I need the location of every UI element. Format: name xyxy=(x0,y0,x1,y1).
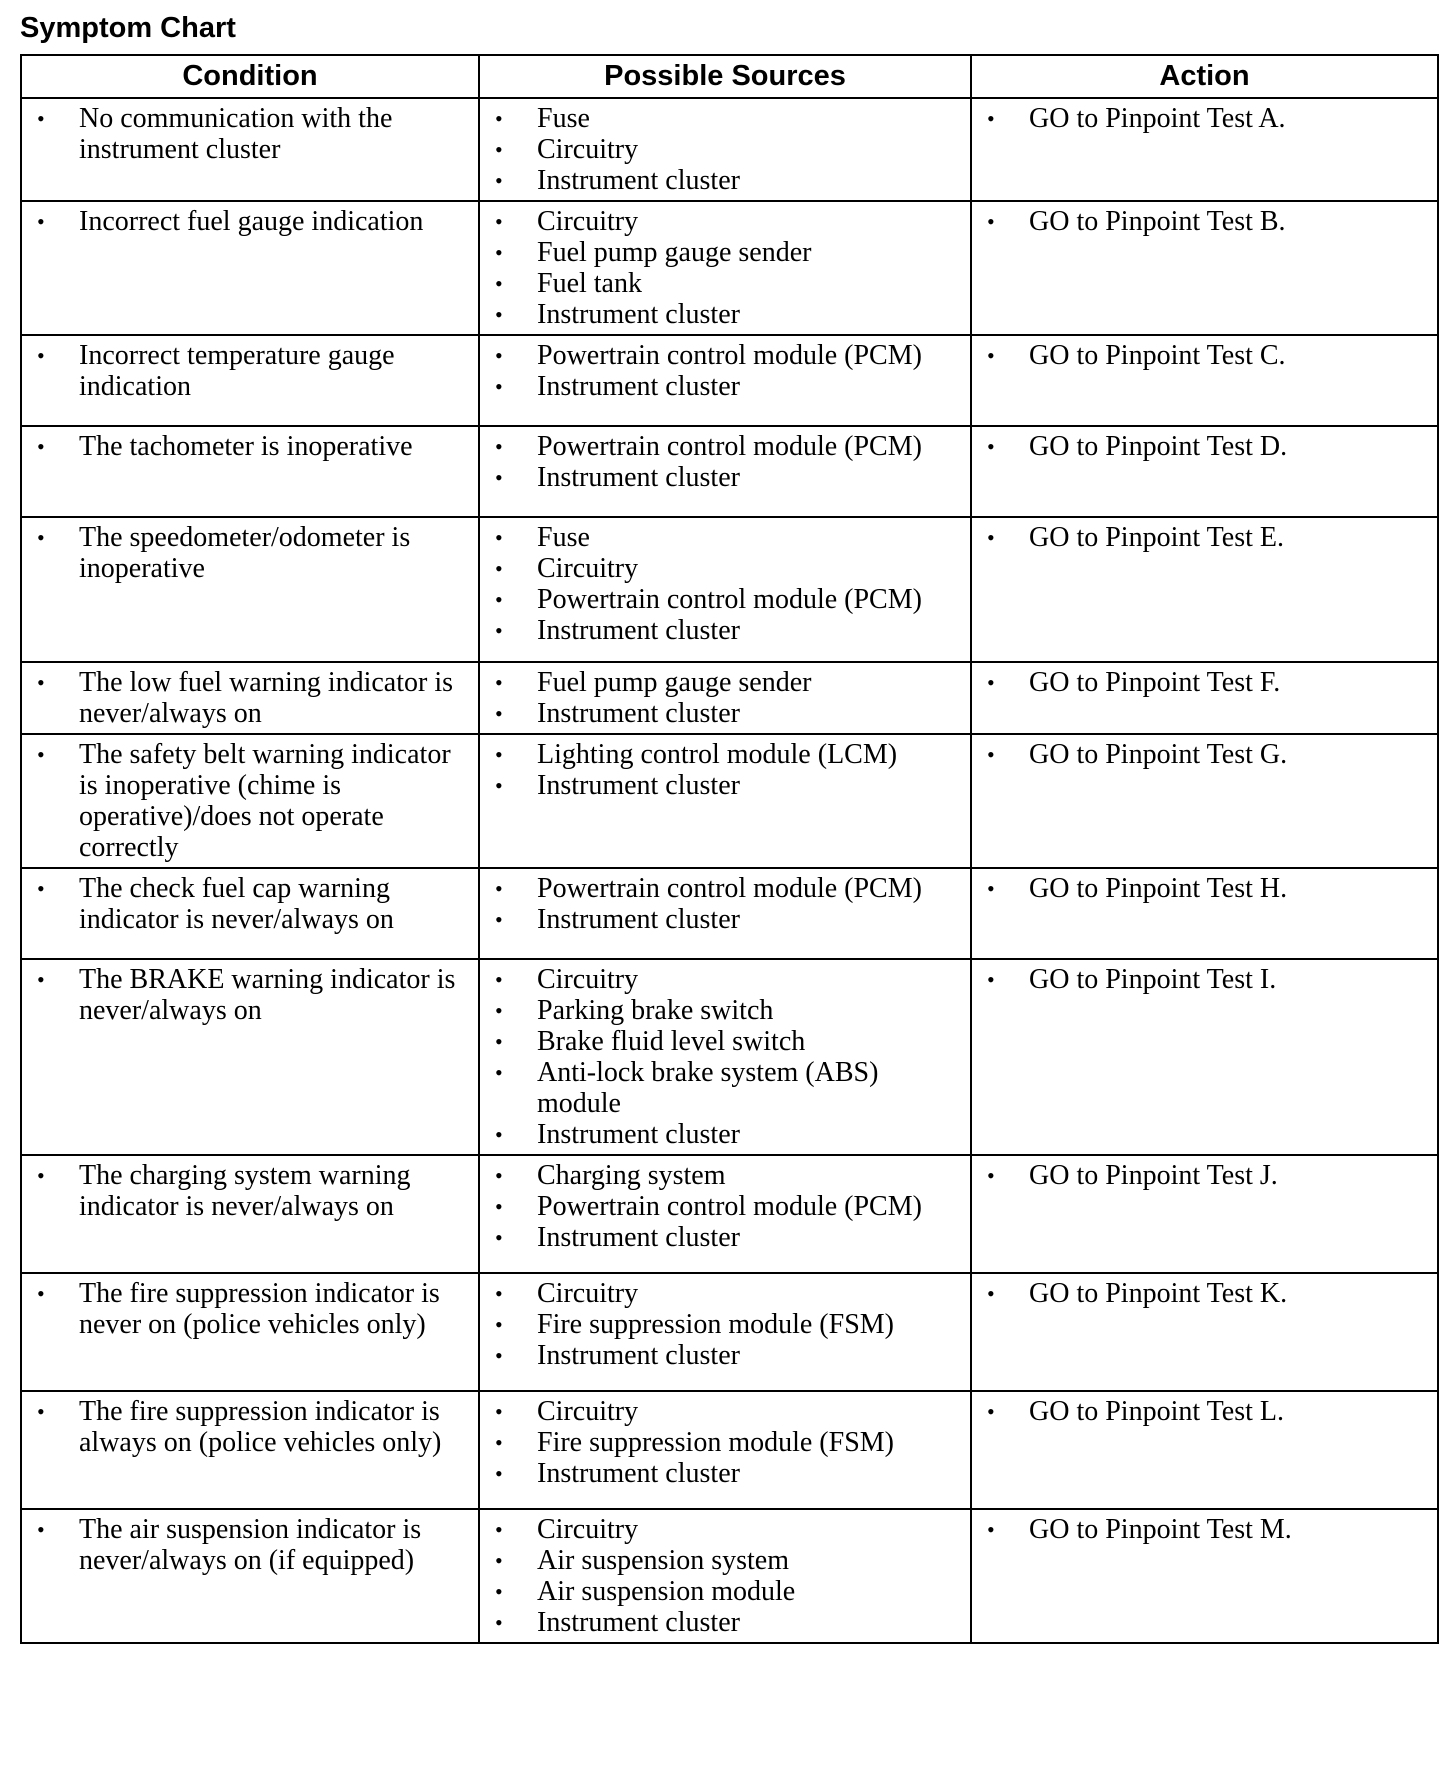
possible-sources-list xyxy=(490,1160,960,1253)
possible-sources-list xyxy=(490,206,960,330)
table-row xyxy=(21,335,1438,426)
possible-source-item: • Circuitry xyxy=(490,206,960,237)
condition-text: • The BRAKE warning indicator is never/always on xyxy=(32,964,468,1026)
possible-source-item: • Air suspension module xyxy=(490,1576,960,1607)
action-cell xyxy=(971,1273,1438,1391)
action-list xyxy=(982,739,1427,770)
condition-cell xyxy=(21,517,479,662)
condition-list xyxy=(32,873,468,935)
condition-cell xyxy=(21,1155,479,1273)
possible-sources-cell xyxy=(479,734,971,868)
action-list xyxy=(982,340,1427,371)
condition-list xyxy=(32,1160,468,1222)
possible-sources-cell xyxy=(479,868,971,959)
possible-sources-list xyxy=(490,431,960,493)
possible-source-item: • Instrument cluster xyxy=(490,1340,960,1371)
possible-source-item: • Charging system xyxy=(490,1160,960,1191)
action-text: • GO to Pinpoint Test G. xyxy=(982,739,1427,770)
condition-list xyxy=(32,103,468,165)
page-title: Symptom Chart xyxy=(20,12,236,44)
action-list xyxy=(982,206,1427,237)
possible-source-item: • Instrument cluster xyxy=(490,904,960,935)
action-list xyxy=(982,1396,1427,1427)
possible-sources-cell xyxy=(479,662,971,734)
condition-text: • No communication with the instrument cluster xyxy=(32,103,468,165)
table-row xyxy=(21,868,1438,959)
condition-list xyxy=(32,431,468,462)
possible-sources-cell xyxy=(479,1273,971,1391)
condition-cell xyxy=(21,734,479,868)
table-body xyxy=(21,98,1438,1643)
possible-source-item: • Air suspension system xyxy=(490,1545,960,1576)
condition-cell xyxy=(21,98,479,201)
possible-source-item: • Circuitry xyxy=(490,134,960,165)
action-list xyxy=(982,103,1427,134)
possible-sources-cell xyxy=(479,335,971,426)
action-text: • GO to Pinpoint Test I. xyxy=(982,964,1427,995)
action-cell xyxy=(971,1155,1438,1273)
condition-cell xyxy=(21,1509,479,1643)
possible-source-item: • Circuitry xyxy=(490,964,960,995)
condition-list xyxy=(32,1514,468,1576)
possible-sources-list xyxy=(490,964,960,1150)
possible-sources-list xyxy=(490,667,960,729)
table-row xyxy=(21,98,1438,201)
action-cell xyxy=(971,868,1438,959)
possible-sources-cell xyxy=(479,426,971,517)
condition-text: • The speedometer/odometer is inoperative xyxy=(32,522,468,584)
table-header-row xyxy=(21,55,1438,98)
possible-source-item: • Parking brake switch xyxy=(490,995,960,1026)
action-cell xyxy=(971,98,1438,201)
possible-sources-cell xyxy=(479,1155,971,1273)
possible-source-item: • Circuitry xyxy=(490,553,960,584)
table-row xyxy=(21,734,1438,868)
possible-sources-list xyxy=(490,1396,960,1489)
action-text: • GO to Pinpoint Test H. xyxy=(982,873,1427,904)
action-cell xyxy=(971,1391,1438,1509)
condition-cell xyxy=(21,426,479,517)
action-cell xyxy=(971,959,1438,1155)
action-text: • GO to Pinpoint Test A. xyxy=(982,103,1427,134)
possible-source-item: • Powertrain control module (PCM) xyxy=(490,340,960,371)
condition-cell xyxy=(21,1273,479,1391)
condition-list xyxy=(32,739,468,863)
possible-sources-cell xyxy=(479,201,971,335)
action-text: • GO to Pinpoint Test D. xyxy=(982,431,1427,462)
condition-cell xyxy=(21,201,479,335)
possible-source-item: • Fuel pump gauge sender xyxy=(490,667,960,698)
possible-source-item: • Powertrain control module (PCM) xyxy=(490,873,960,904)
possible-sources-cell xyxy=(479,517,971,662)
possible-source-item: • Instrument cluster xyxy=(490,1458,960,1489)
possible-sources-list xyxy=(490,1278,960,1371)
table-row xyxy=(21,959,1438,1155)
possible-source-item: • Anti-lock brake system (ABS) module xyxy=(490,1057,960,1119)
possible-sources-list xyxy=(490,522,960,646)
condition-list xyxy=(32,1396,468,1458)
possible-sources-list xyxy=(490,873,960,935)
possible-sources-list xyxy=(490,1514,960,1638)
document-page xyxy=(20,10,1438,1644)
possible-source-item: • Circuitry xyxy=(490,1278,960,1309)
condition-cell xyxy=(21,335,479,426)
possible-sources-cell xyxy=(479,1391,971,1509)
action-list xyxy=(982,1278,1427,1309)
action-cell xyxy=(971,201,1438,335)
possible-source-item: • Instrument cluster xyxy=(490,615,960,646)
possible-source-item: • Fuel tank xyxy=(490,268,960,299)
possible-source-item: • Instrument cluster xyxy=(490,698,960,729)
condition-text: • Incorrect fuel gauge indication xyxy=(32,206,468,237)
possible-source-item: • Fuel pump gauge sender xyxy=(490,237,960,268)
action-text: • GO to Pinpoint Test K. xyxy=(982,1278,1427,1309)
possible-source-item: • Instrument cluster xyxy=(490,371,960,402)
action-text: • GO to Pinpoint Test E. xyxy=(982,522,1427,553)
column-header-action: Action xyxy=(971,55,1438,98)
possible-sources-list xyxy=(490,739,960,801)
possible-source-item: • Instrument cluster xyxy=(490,1607,960,1638)
possible-source-item: • Fuse xyxy=(490,522,960,553)
action-text: • GO to Pinpoint Test C. xyxy=(982,340,1427,371)
condition-cell xyxy=(21,662,479,734)
possible-source-item: • Instrument cluster xyxy=(490,1222,960,1253)
possible-source-item: • Powertrain control module (PCM) xyxy=(490,1191,960,1222)
possible-source-item: • Fuse xyxy=(490,103,960,134)
action-cell xyxy=(971,426,1438,517)
column-header-possible-sources: Possible Sources xyxy=(479,55,971,98)
action-list xyxy=(982,1514,1427,1545)
action-text: • GO to Pinpoint Test M. xyxy=(982,1514,1427,1545)
condition-text: • The air suspension indicator is never/always on (if equipped) xyxy=(32,1514,468,1576)
possible-sources-cell xyxy=(479,1509,971,1643)
condition-list xyxy=(32,1278,468,1340)
action-list xyxy=(982,431,1427,462)
possible-source-item: • Powertrain control module (PCM) xyxy=(490,431,960,462)
possible-source-item: • Instrument cluster xyxy=(490,165,960,196)
condition-list xyxy=(32,522,468,584)
action-text: • GO to Pinpoint Test F. xyxy=(982,667,1427,698)
condition-text: • The fire suppression indicator is always on (police vehicles only) xyxy=(32,1396,468,1458)
action-cell xyxy=(971,662,1438,734)
possible-source-item: • Circuitry xyxy=(490,1514,960,1545)
table-row xyxy=(21,662,1438,734)
condition-text: • The fire suppression indicator is never on (police vehicles only) xyxy=(32,1278,468,1340)
action-list xyxy=(982,522,1427,553)
table-row xyxy=(21,517,1438,662)
action-text: • GO to Pinpoint Test L. xyxy=(982,1396,1427,1427)
symptom-table xyxy=(20,54,1439,1644)
table-row xyxy=(21,1391,1438,1509)
possible-source-item: • Powertrain control module (PCM) xyxy=(490,584,960,615)
possible-source-item: • Instrument cluster xyxy=(490,1119,960,1150)
possible-sources-list xyxy=(490,340,960,402)
action-cell xyxy=(971,517,1438,662)
column-header-condition: Condition xyxy=(21,55,479,98)
table-row xyxy=(21,1155,1438,1273)
table-row xyxy=(21,426,1438,517)
table-row xyxy=(21,1273,1438,1391)
condition-text: • The safety belt warning indicator is inoperative (chime is operative)/does not operate correctly xyxy=(32,739,468,863)
condition-list xyxy=(32,964,468,1026)
condition-text: • The low fuel warning indicator is never/always on xyxy=(32,667,468,729)
condition-text: • Incorrect temperature gauge indication xyxy=(32,340,468,402)
action-text: • GO to Pinpoint Test J. xyxy=(982,1160,1427,1191)
condition-text: • The check fuel cap warning indicator is never/always on xyxy=(32,873,468,935)
condition-cell xyxy=(21,868,479,959)
action-text: • GO to Pinpoint Test B. xyxy=(982,206,1427,237)
possible-sources-list xyxy=(490,103,960,196)
table-row xyxy=(21,1509,1438,1643)
condition-list xyxy=(32,206,468,237)
condition-text: • The tachometer is inoperative xyxy=(32,431,468,462)
condition-list xyxy=(32,667,468,729)
action-cell xyxy=(971,734,1438,868)
possible-source-item: • Circuitry xyxy=(490,1396,960,1427)
possible-sources-cell xyxy=(479,98,971,201)
possible-source-item: • Fire suppression module (FSM) xyxy=(490,1427,960,1458)
action-list xyxy=(982,873,1427,904)
condition-text: • The charging system warning indicator is never/always on xyxy=(32,1160,468,1222)
condition-cell xyxy=(21,959,479,1155)
possible-source-item: • Brake fluid level switch xyxy=(490,1026,960,1057)
action-cell xyxy=(971,335,1438,426)
action-list xyxy=(982,1160,1427,1191)
action-list xyxy=(982,964,1427,995)
possible-source-item: • Fire suppression module (FSM) xyxy=(490,1309,960,1340)
condition-list xyxy=(32,340,468,402)
possible-source-item: • Instrument cluster xyxy=(490,770,960,801)
action-cell xyxy=(971,1509,1438,1643)
table-row xyxy=(21,201,1438,335)
condition-cell xyxy=(21,1391,479,1509)
action-list xyxy=(982,667,1427,698)
possible-source-item: • Instrument cluster xyxy=(490,462,960,493)
possible-source-item: • Instrument cluster xyxy=(490,299,960,330)
possible-source-item: • Lighting control module (LCM) xyxy=(490,739,960,770)
possible-sources-cell xyxy=(479,959,971,1155)
